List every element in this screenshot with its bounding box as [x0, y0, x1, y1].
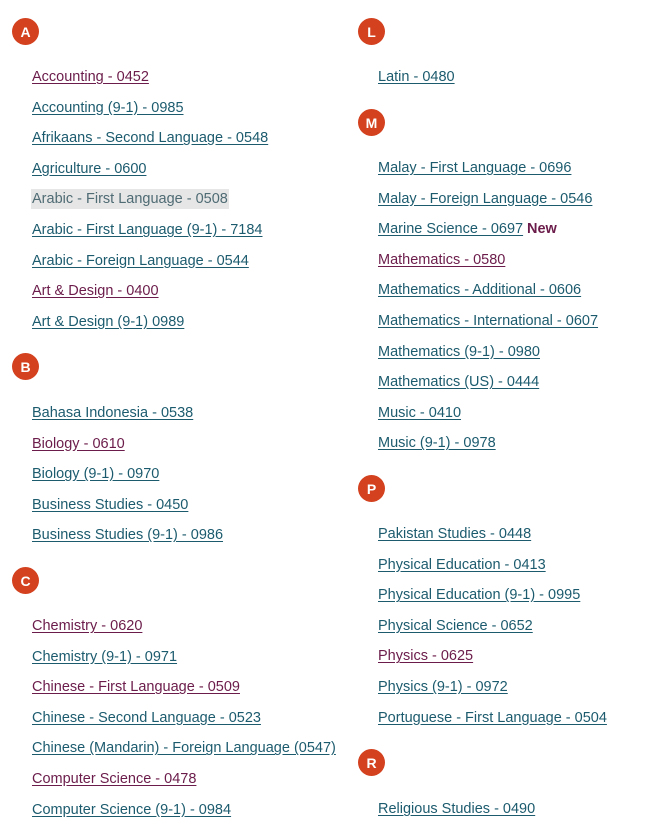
subject-link-religious-studies-0490[interactable]: Religious Studies - 0490: [378, 801, 536, 817]
subject-link-marine-science-0697[interactable]: Marine Science - 0697: [378, 221, 524, 238]
subject-link-agriculture-0600[interactable]: Agriculture - 0600: [32, 160, 147, 177]
subject-link-bahasa-indonesia-0538[interactable]: Bahasa Indonesia - 0538: [32, 405, 194, 421]
subject-link-chemistry-0620[interactable]: Chemistry - 0620: [32, 618, 143, 634]
subject-link-physics-0625[interactable]: Physics - 0625: [378, 648, 474, 665]
subject-link-mathematics-us-0444[interactable]: Mathematics (US) - 0444: [378, 374, 540, 391]
subject-link-art-design-0400[interactable]: Art & Design - 0400: [32, 283, 159, 300]
subject-link-arabic-foreign-language-0544[interactable]: Arabic - Foreign Language - 0544: [32, 252, 249, 269]
subject-link-chinese-second-language-0523[interactable]: Chinese - Second Language - 0523: [32, 709, 261, 726]
subject-link-mathematics-international-0607[interactable]: Mathematics - International - 0607: [378, 313, 599, 329]
subject-link-arabic-first-language-9-1-7184[interactable]: Arabic - First Language (9-1) - 7184: [32, 222, 263, 238]
letter-badge-l: L: [358, 18, 385, 45]
subject-link-mathematics-9-1-0980[interactable]: Mathematics (9-1) - 0980: [378, 343, 540, 360]
subject-link-art-design-9-1-0989[interactable]: Art & Design (9-1) 0989: [32, 313, 185, 330]
letter-badge-c: C: [12, 567, 39, 594]
subject-link-pakistan-studies-0448[interactable]: Pakistan Studies - 0448: [378, 526, 532, 542]
letter-badge-p: P: [358, 475, 385, 502]
subject-link-chinese-mandarin-foreign-language-0547[interactable]: Chinese (Mandarin) - Foreign Language (0547): [32, 740, 336, 757]
subject-link-afrikaans-second-language-0548[interactable]: Afrikaans - Second Language - 0548: [32, 130, 269, 147]
subject-link-biology-0610[interactable]: Biology - 0610: [32, 435, 125, 452]
subject-link-physical-science-0652[interactable]: Physical Science - 0652: [378, 617, 533, 634]
letter-badge-b: B: [12, 353, 39, 380]
new-badge: New: [527, 221, 557, 238]
subject-link-arabic-first-language-0508[interactable]: Arabic - First Language - 0508: [32, 191, 228, 208]
subject-link-portuguese-first-language-0504[interactable]: Portuguese - First Language - 0504: [378, 709, 607, 726]
subject-link-latin-0480[interactable]: Latin - 0480: [378, 69, 455, 85]
subject-link-mathematics-additional-0606[interactable]: Mathematics - Additional - 0606: [378, 282, 582, 299]
subject-link-computer-science-0478[interactable]: Computer Science - 0478: [32, 771, 197, 787]
subject-link-music-9-1-0978[interactable]: Music (9-1) - 0978: [378, 435, 496, 452]
subject-link-accounting-0452[interactable]: Accounting - 0452: [32, 69, 149, 85]
subject-link-physical-education-0413[interactable]: Physical Education - 0413: [378, 556, 546, 573]
subject-link-mathematics-0580[interactable]: Mathematics - 0580: [378, 251, 506, 268]
letter-badge-m: M: [358, 109, 385, 136]
subject-link-accounting-9-1-0985[interactable]: Accounting (9-1) - 0985: [32, 99, 184, 116]
subject-link-music-0410[interactable]: Music - 0410: [378, 404, 462, 421]
subject-link-chinese-first-language-0509[interactable]: Chinese - First Language - 0509: [32, 679, 240, 696]
subject-link-business-studies-9-1-0986[interactable]: Business Studies (9-1) - 0986: [32, 527, 224, 544]
subject-link-biology-9-1-0970[interactable]: Biology (9-1) - 0970: [32, 466, 160, 483]
subject-link-malay-foreign-language-0546[interactable]: Malay - Foreign Language - 0546: [378, 190, 593, 207]
subject-link-physics-9-1-0972[interactable]: Physics (9-1) - 0972: [378, 679, 508, 695]
letter-badge-a: A: [12, 18, 39, 45]
subject-link-chemistry-9-1-0971[interactable]: Chemistry (9-1) - 0971: [32, 648, 178, 665]
subject-link-physical-education-9-1-0995[interactable]: Physical Education (9-1) - 0995: [378, 587, 581, 604]
letter-badge-r: R: [358, 749, 385, 776]
subject-link-computer-science-9-1-0984[interactable]: Computer Science (9-1) - 0984: [32, 801, 232, 818]
subject-link-business-studies-0450[interactable]: Business Studies - 0450: [32, 496, 189, 513]
subject-link-malay-first-language-0696[interactable]: Malay - First Language - 0696: [378, 160, 572, 176]
